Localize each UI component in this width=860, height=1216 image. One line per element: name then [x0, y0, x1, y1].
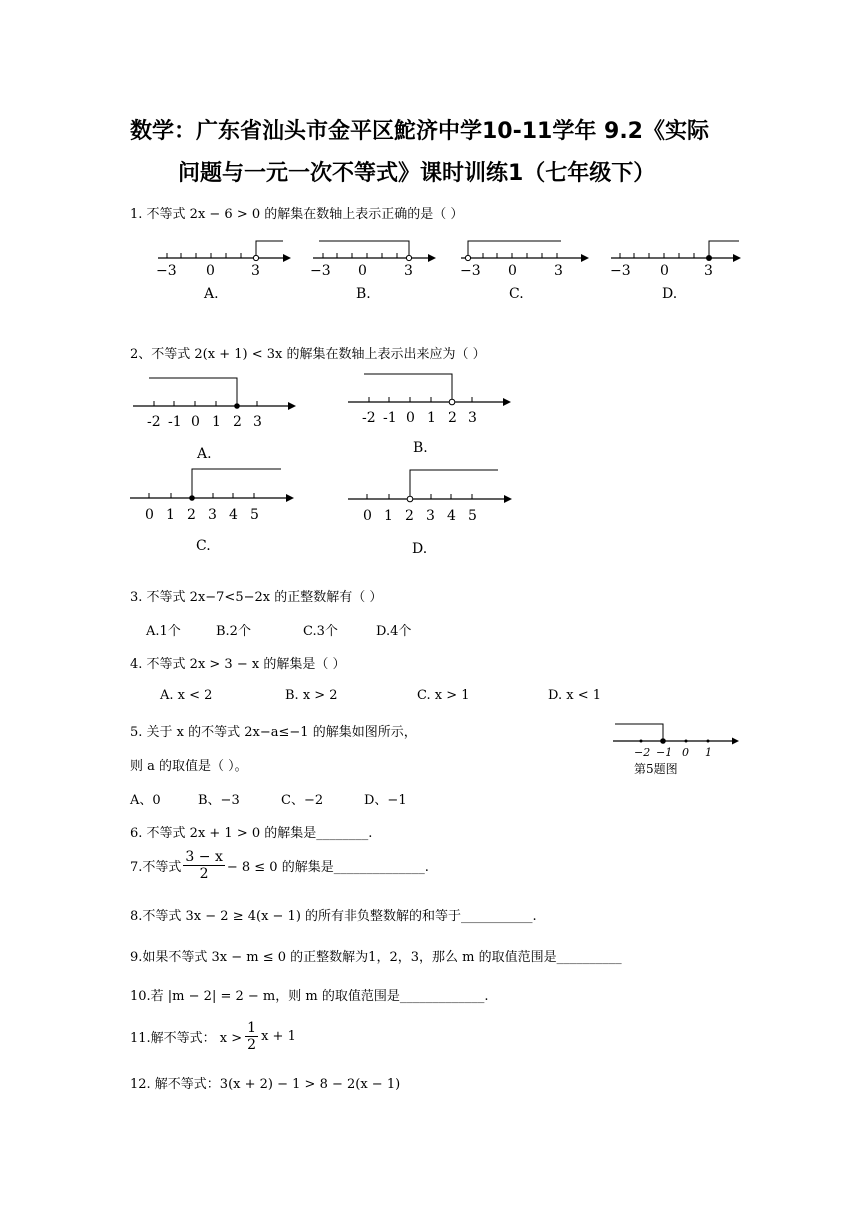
- question-10: 10.若 |m − 2| = 2 − m，则 m 的取值范围是_____________.: [130, 989, 489, 1004]
- option-label: A.: [197, 446, 212, 462]
- question-12: 12. 解不等式：3(x + 2) − 1 > 8 − 2(x − 1): [130, 1077, 401, 1092]
- figure-caption: 第5题图: [634, 762, 678, 776]
- tick-label: 5: [468, 508, 477, 524]
- tick-label: 3: [251, 263, 260, 279]
- q5-option-d: D、−1: [364, 793, 407, 808]
- tick-label: 0: [508, 263, 517, 279]
- q2-line-d: [348, 470, 512, 557]
- title-line-2: 问题与一元一次不等式》课时训练1（七年级下）: [178, 161, 656, 186]
- tick-label: 1: [212, 414, 221, 430]
- tick-label: 2: [448, 410, 457, 426]
- q1-line-c: [460, 241, 589, 302]
- tick-label: 5: [250, 507, 259, 523]
- tick-label: 3: [704, 263, 713, 279]
- question-1: 1. 不等式 2x − 6 > 0 的解集在数轴上表示正确的是（ ）: [130, 207, 464, 222]
- tick-label: -2: [147, 414, 161, 430]
- title-line-1: 数学：广东省汕头市金平区鮀济中学10-11学年 9.2《实际: [130, 119, 709, 144]
- tick-label: −3: [610, 263, 631, 279]
- tick-label: 3: [426, 508, 435, 524]
- q5-option-a: A、0: [130, 793, 161, 808]
- tick-label: 0: [358, 263, 367, 279]
- q3-option-a: A.1个: [146, 624, 181, 639]
- q7-numerator: 3 − x: [185, 849, 223, 865]
- question-9: 9.如果不等式 3x − m ≤ 0 的正整数解为1，2，3，那么 m 的取值范围是__________: [130, 950, 622, 965]
- q5-option-c: C、−2: [281, 793, 324, 808]
- tick-label: 0: [206, 263, 215, 279]
- tick-label: -1: [168, 414, 182, 430]
- q4-option-b: B. x > 2: [285, 688, 338, 703]
- option-label: D.: [412, 541, 428, 557]
- q2-number-lines: [128, 370, 528, 560]
- q1-number-lines: [150, 232, 750, 306]
- question-3: 3. 不等式 2x−7<5−2x 的正整数解有（ ）: [130, 590, 383, 605]
- q3-option-d: D.4个: [376, 624, 412, 639]
- question-5-line-1: 5. 关于 x 的不等式 2x−a≤−1 的解集如图所示，: [130, 725, 417, 740]
- tick-label: 0: [191, 414, 200, 430]
- tick-label: 1: [427, 410, 436, 426]
- option-label: B.: [356, 286, 371, 302]
- q7-prefix: 7.不等式: [130, 860, 182, 875]
- q1-line-a: [156, 241, 291, 302]
- q11-prefix: 11.解不等式： x >: [130, 1031, 243, 1046]
- q7-fraction: [183, 849, 224, 882]
- tick-label: −3: [156, 263, 177, 279]
- q5-option-b: B、−3: [198, 793, 240, 808]
- q11-numerator: 1: [247, 1020, 257, 1036]
- tick-label: 0: [406, 410, 415, 426]
- q4-option-a: A. x < 2: [160, 688, 213, 703]
- tick-label: 3: [253, 414, 262, 430]
- question-4: 4. 不等式 2x > 3 − x 的解集是（ ）: [130, 657, 346, 672]
- tick-label: 4: [447, 508, 456, 524]
- tick-label: 3: [208, 507, 217, 523]
- q3-option-c: C.3个: [303, 624, 338, 639]
- q2-line-a: [133, 378, 296, 462]
- question-5-line-2: 则 a 的取值是（ ）。: [130, 759, 248, 774]
- q7-denominator: 2: [199, 866, 209, 882]
- q7-suffix: − 8 ≤ 0 的解集是______________.: [226, 860, 429, 875]
- q11-suffix: x + 1: [261, 1029, 296, 1044]
- question-6: 6. 不等式 2x + 1 > 0 的解集是________.: [130, 826, 373, 841]
- tick-label: -2: [362, 410, 376, 426]
- option-label: B.: [413, 440, 428, 456]
- q2-line-b: [348, 374, 511, 456]
- q2-line-c: [130, 469, 294, 554]
- q1-line-b: [310, 241, 436, 302]
- tick-label: 1: [384, 508, 393, 524]
- option-label: C.: [196, 538, 211, 554]
- option-label: D.: [662, 286, 678, 302]
- tick-label: 0: [145, 507, 154, 523]
- tick-label: 3: [468, 410, 477, 426]
- tick-label: 2: [187, 507, 196, 523]
- q4-option-c: C. x > 1: [417, 688, 470, 703]
- q1-line-d: [610, 241, 741, 302]
- q4-option-d: D. x < 1: [548, 688, 601, 703]
- question-2: 2、不等式 2(x + 1) < 3x 的解集在数轴上表示出来应为（ ）: [130, 347, 486, 362]
- tick-label: −1: [656, 746, 673, 759]
- tick-label: 1: [166, 507, 175, 523]
- tick-label: 2: [405, 508, 414, 524]
- tick-label: 0: [363, 508, 372, 524]
- q5-figure: [610, 718, 742, 780]
- option-label: C.: [509, 286, 524, 302]
- tick-label: −3: [460, 263, 481, 279]
- tick-label: −2: [634, 746, 651, 759]
- tick-label: 3: [404, 263, 413, 279]
- tick-label: 4: [229, 507, 238, 523]
- question-7: [130, 849, 429, 882]
- option-label: A.: [204, 286, 219, 302]
- tick-label: −3: [310, 263, 331, 279]
- tick-label: 2: [233, 414, 242, 430]
- tick-label: -1: [383, 410, 397, 426]
- tick-label: 0: [660, 263, 669, 279]
- tick-label: 1: [705, 746, 712, 759]
- question-11: [130, 1020, 296, 1053]
- q11-denominator: 2: [247, 1037, 257, 1053]
- q3-option-b: B.2个: [216, 624, 251, 639]
- tick-label: 0: [682, 746, 689, 759]
- question-8: 8.不等式 3x − 2 ≥ 4(x − 1) 的所有非负整数解的和等于___________.: [130, 909, 537, 924]
- tick-label: 3: [554, 263, 563, 279]
- q11-fraction: [245, 1020, 258, 1053]
